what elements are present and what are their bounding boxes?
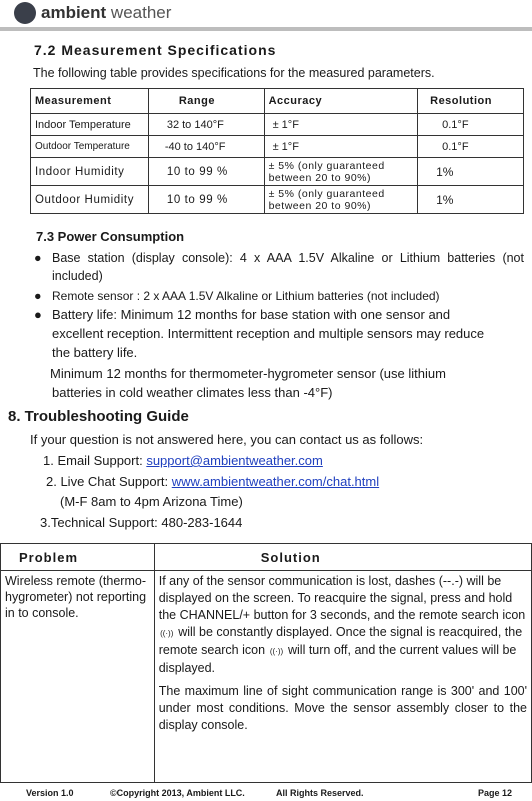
cell-resolution: 1% — [418, 158, 524, 186]
troubleshooting-table — [0, 543, 532, 783]
cell-accuracy: ± 5% (only guaranteed between 20 to 90%) — [264, 158, 418, 186]
list-item — [34, 287, 524, 305]
cell-range: 10 to 99 % — [148, 186, 264, 214]
battery-life-sensor-note — [50, 364, 446, 402]
header-problem: Problem — [1, 544, 155, 571]
page-footer — [0, 786, 532, 801]
table-header-row — [31, 89, 524, 114]
email-support-link[interactable]: support@ambientweather.com — [146, 453, 323, 468]
cell-accuracy: ± 5% (only guaranteed between 20 to 90%) — [264, 186, 418, 214]
header-divider — [0, 27, 532, 31]
specifications-table — [30, 88, 524, 214]
solution-text: The maximum line of sight communication range is 300' and 100' under most conditions. Move the sensor assembly closer to the display console. — [158, 684, 527, 732]
solution-text: will be constantly displayed. Once the signal is reacquired, the remote search icon — [158, 625, 523, 657]
brand-logo — [14, 2, 171, 24]
list-item — [34, 305, 524, 362]
bullet-text: Remote sensor : 2 x AAA 1.5V Alkaline or Lithium batteries (not included) — [52, 289, 440, 303]
table-row — [31, 158, 524, 186]
cell-measurement: Outdoor Humidity — [31, 186, 149, 214]
troubleshooting-intro: If your question is not answered here, you can contact us as follows: — [30, 432, 424, 447]
solution-text: If any of the sensor communication is lost, dashes (--.-) will be displayed on the screen. To reacquire the signal, press and hold the CHANNEL/+ button for 3 seconds, and the remote search icon — [158, 574, 526, 622]
section-title-troubleshooting: 8. Troubleshooting Guide — [8, 408, 189, 425]
solution-cell — [154, 571, 531, 783]
bullet-text: the battery life. — [52, 345, 138, 360]
cell-range: 32 to 140°F — [148, 114, 264, 136]
bullet-text: excellent reception. Intermittent reception and multiple sensors may reduce — [52, 326, 485, 341]
footer-version: Version 1.0 — [26, 788, 74, 798]
bullet-text: included) — [52, 269, 103, 283]
list-item — [34, 249, 524, 285]
chat-support-label: 2. Live Chat Support: — [46, 474, 172, 489]
technical-support-line: 3.Technical Support: 480-283-1644 — [40, 515, 243, 530]
table-row — [1, 571, 532, 783]
globe-logo-icon — [14, 2, 36, 24]
bullet-icon: ● — [34, 307, 42, 322]
bullet-text: Base station (display console): 4 x AAA 1.5V Alkaline or Lithium batteries (not — [52, 251, 524, 265]
header-solution: Solution — [154, 544, 531, 571]
cell-measurement: Outdoor Temperature — [31, 136, 149, 158]
table-row — [31, 186, 524, 214]
cell-range: 10 to 99 % — [148, 158, 264, 186]
section-title-power: 7.3 Power Consumption — [36, 229, 185, 244]
solution-text: will turn off, and the current values will be displayed. — [158, 643, 517, 675]
cell-range: -40 to 140°F — [148, 136, 264, 158]
footer-copyright: ©Copyright 2013, Ambient LLC. — [110, 788, 245, 798]
cell-resolution: 0.1°F — [418, 114, 524, 136]
bullet-icon: ● — [34, 289, 42, 303]
signal-search-icon: ((·)) — [160, 629, 174, 638]
bullet-text: Battery life: Minimum 12 months for base station with one sensor and — [52, 307, 451, 322]
footer-page-number: Page 12 — [478, 788, 513, 798]
problem-cell: Wireless remote (thermo-hygrometer) not reporting in to console. — [1, 571, 155, 783]
cell-measurement: Indoor Temperature — [31, 114, 149, 136]
section-title-specifications: 7.2 Measurement Specifications — [34, 42, 277, 58]
header-accuracy: Accuracy — [264, 89, 418, 114]
specifications-intro: The following table provides specifications for the measured parameters. — [33, 66, 435, 80]
table-header-row — [1, 544, 532, 571]
email-support-line — [43, 453, 323, 468]
chat-support-hours: (M-F 8am to 4pm Arizona Time) — [60, 494, 243, 509]
chat-support-link[interactable]: www.ambientweather.com/chat.html — [171, 474, 380, 489]
cell-accuracy: ± 1°F — [264, 136, 418, 158]
note-text: batteries in cold weather climates less than -4°F) — [52, 385, 333, 400]
header-range: Range — [148, 89, 264, 114]
cell-accuracy: ± 1°F — [264, 114, 418, 136]
header-measurement: Measurement — [31, 89, 149, 114]
cell-resolution: 0.1°F — [418, 136, 524, 158]
cell-resolution: 1% — [418, 186, 524, 214]
footer-rights: All Rights Reserved. — [276, 788, 364, 798]
bullet-icon: ● — [34, 251, 42, 265]
table-row — [31, 114, 524, 136]
email-support-label: 1. Email Support: — [43, 453, 147, 468]
note-text: Minimum 12 months for thermometer-hygrometer sensor (use lithium — [50, 366, 446, 381]
chat-support-line — [46, 474, 379, 489]
cell-measurement: Indoor Humidity — [31, 158, 149, 186]
brand-name: ambient weather — [41, 3, 172, 22]
signal-search-icon: ((·)) — [269, 647, 284, 656]
header-resolution: Resolution — [418, 89, 524, 114]
table-row — [31, 136, 524, 158]
